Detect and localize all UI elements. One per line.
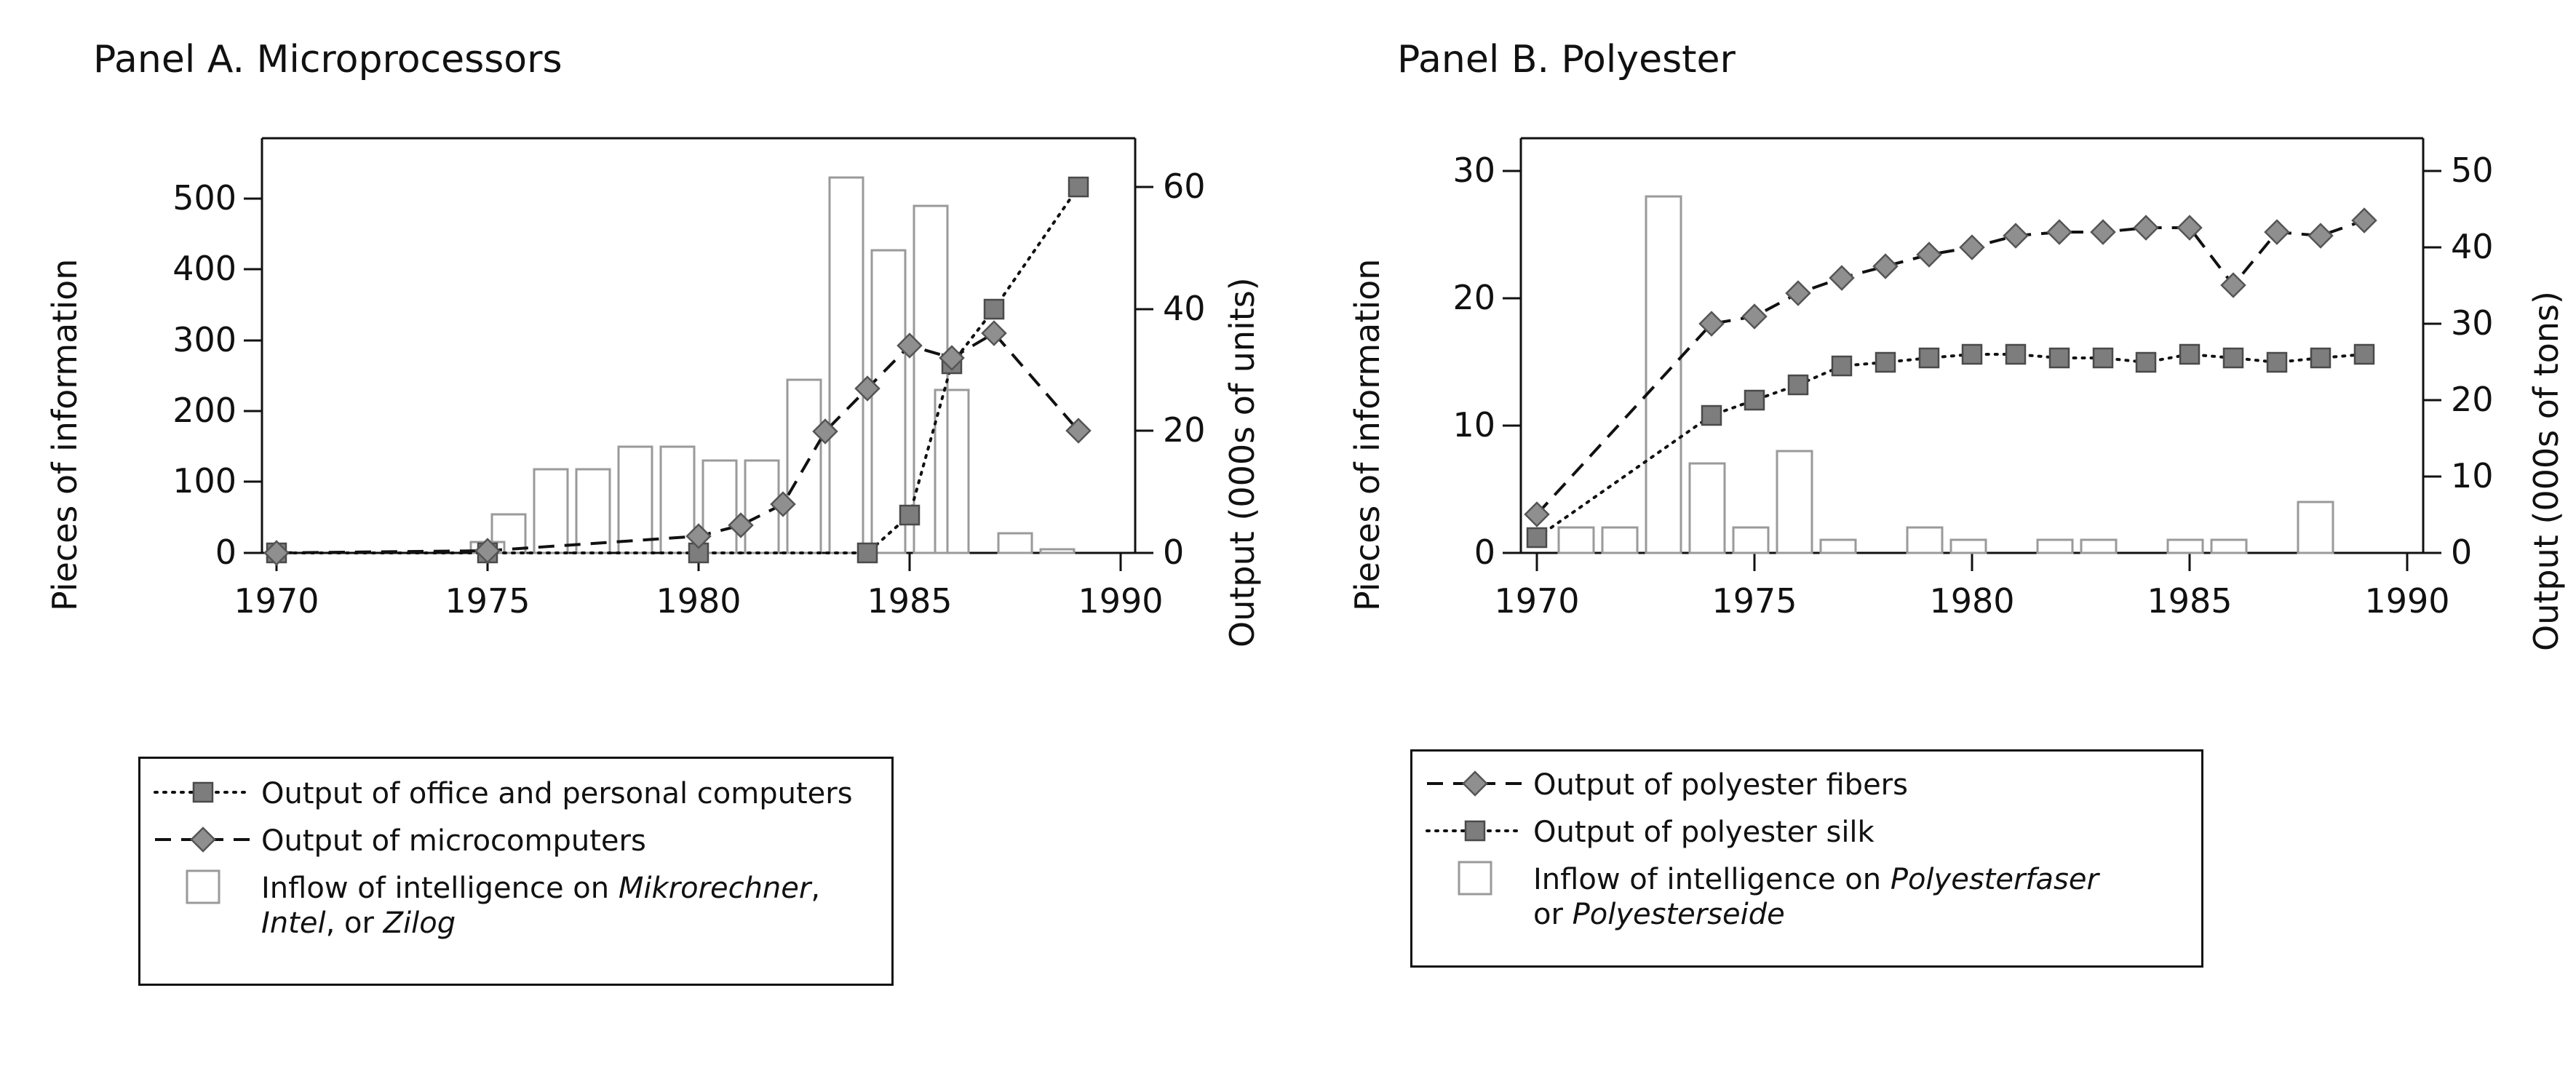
svg-text:1975: 1975: [445, 581, 530, 621]
svg-text:1985: 1985: [2147, 581, 2233, 621]
panel-a-svg: [0, 109, 1288, 691]
svg-text:1990: 1990: [1078, 581, 1164, 621]
legend-label: Inflow of intelligence on Polyesterfaser or Polyesterseide: [1533, 862, 2099, 932]
dashed-diamond-key-icon: [152, 822, 254, 857]
legend-label: Output of office and personal computers: [261, 777, 853, 810]
legend-label: Output of polyester silk: [1533, 815, 1875, 849]
svg-text:400: 400: [172, 249, 236, 288]
legend-item: [1424, 813, 2201, 850]
dotted-square-key-icon: [1424, 813, 1526, 848]
svg-text:100: 100: [172, 461, 236, 501]
legend-item: [1424, 766, 2201, 803]
panel-b-title: Panel B. Polyester: [1397, 38, 1736, 81]
legend-label: Output of microcomputers: [261, 824, 646, 858]
dotted-square-key-icon: [152, 775, 254, 810]
svg-text:0: 0: [215, 533, 236, 572]
legend-label: Output of polyester fibers: [1533, 768, 1908, 802]
panel-b-legend: [1410, 749, 2203, 968]
legend-item: [152, 822, 891, 859]
svg-text:20: 20: [1163, 410, 1206, 450]
svg-text:0: 0: [1163, 533, 1185, 572]
svg-text:40: 40: [2451, 227, 2494, 266]
svg-text:20: 20: [2451, 380, 2494, 419]
svg-text:10: 10: [2451, 456, 2494, 495]
svg-text:1980: 1980: [656, 581, 742, 621]
panel-a-y-left-title: Pieces of information: [45, 258, 84, 611]
svg-text:60: 60: [1163, 167, 1206, 206]
svg-text:1980: 1980: [1929, 581, 2015, 621]
bar-key-icon: [1424, 861, 1526, 896]
panel-a-legend: [138, 757, 894, 986]
panel-a-title: Panel A. Microprocessors: [93, 38, 562, 81]
panel-b-y-left-title: Pieces of information: [1348, 258, 1387, 611]
svg-text:30: 30: [1452, 151, 1495, 190]
legend-label: Inflow of intelligence on Mikrorechner, Intel, or Zilog: [261, 871, 821, 941]
svg-text:10: 10: [1452, 405, 1495, 445]
panel-a-y-right-title: Output (000s of units): [1223, 277, 1262, 647]
svg-text:50: 50: [2451, 151, 2494, 190]
svg-text:1970: 1970: [1494, 581, 1580, 621]
svg-text:500: 500: [172, 178, 236, 218]
legend-item: [152, 869, 891, 942]
panel-b-y-right-title: Output (000s of tons): [2527, 291, 2566, 651]
svg-text:0: 0: [1474, 533, 1495, 572]
svg-text:0: 0: [2451, 533, 2473, 572]
svg-text:1985: 1985: [867, 581, 953, 621]
svg-text:40: 40: [1163, 289, 1206, 328]
svg-text:20: 20: [1452, 278, 1495, 317]
svg-text:1970: 1970: [234, 581, 319, 621]
bar-key-icon: [152, 869, 254, 904]
svg-text:1975: 1975: [1712, 581, 1797, 621]
dashed-diamond-key-icon: [1424, 766, 1526, 801]
legend-item: [1424, 861, 2201, 933]
svg-text:1990: 1990: [2364, 581, 2450, 621]
svg-text:200: 200: [172, 391, 236, 430]
svg-text:300: 300: [172, 320, 236, 359]
svg-text:30: 30: [2451, 303, 2494, 343]
legend-item: [152, 775, 891, 812]
panel-b: [1303, 0, 2576, 1068]
panel-b-plot: [1303, 109, 2576, 677]
panel-a-plot: [0, 109, 1288, 677]
panel-b-svg: [1303, 109, 2576, 691]
